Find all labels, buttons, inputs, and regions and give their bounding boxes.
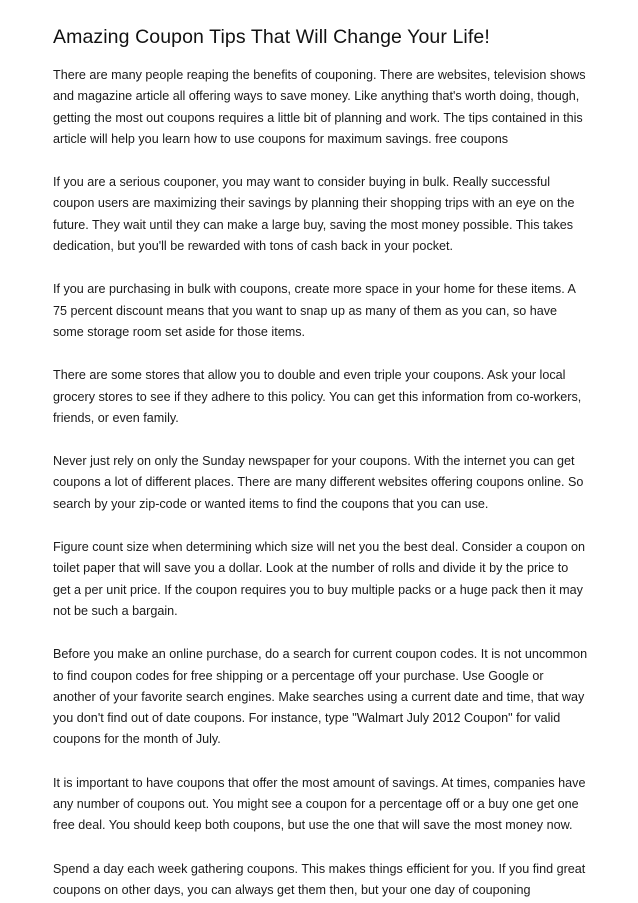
paragraph-intro: There are many people reaping the benefits of couponing. There are websites, television shows and magazine article all offering ways to save money. Like anything that's worth doing, though, getting the most out coupons requires a little bit of planning and work. The tips contained in this article will help you learn how to use coupons for maximum savings. free coupons	[53, 68, 586, 146]
document-title: Amazing Coupon Tips That Will Change Your Life!	[53, 26, 490, 48]
paragraph-gathering-day: Spend a day each week gathering coupons. This makes things efficient for you. If you find great coupons on other days, you can always get them then, but your one day of couponing	[53, 861, 586, 897]
paragraph-bulk-buying: If you are a serious couponer, you may want to consider buying in bulk. Really successful coupon users are maximizing their savings by planning their shopping trips with an eye on the future. They wait until they can make a large buy, saving the most money possible. This takes dedication, but you'll be rewarded with tons of cash back in your pocket.	[53, 175, 575, 254]
paragraph-count-size: Figure count size when determining which size will net you the best deal. Consider a coupon on toilet paper that will save you a dollar. Look at the number of rolls and divide it by the price to get a per unit price. If the coupon requires you to buy multiple packs or a huge pack then it may not be such a bargain.	[53, 540, 586, 618]
paragraph-coupon-codes: Before you make an online purchase, do a search for current coupon codes. It is not uncommon to find coupon codes for free shipping or a percentage off your purchase. Use Google or another of your favorite search engines. Make searches using a current date and time, that way you don't find out of date coupons. For instance, type "Walmart July 2012 Coupon" for valid coupons for the month of July.	[53, 647, 588, 747]
paragraph-double-coupons: There are some stores that allow you to double and even triple your coupons. Ask your local grocery stores to see if they adhere to this policy. You can get this information from co-workers, friends, or even family.	[53, 368, 582, 425]
paragraph-storage-space: If you are purchasing in bulk with coupons, create more space in your home for these items. A 75 percent discount means that you want to snap up as many of them as you can, so have some storage room set aside for those items.	[53, 282, 576, 339]
paragraph-sunday-newspaper: Never just rely on only the Sunday newspaper for your coupons. With the internet you can get coupons a lot of different places. There are many different websites offering coupons online. So search by your zip-code or wanted items to find the coupons that you can use.	[53, 454, 584, 511]
document-page	[53, 24, 588, 901]
paragraph-most-savings: It is important to have coupons that offer the most amount of savings. At times, companies have any number of coupons out. You might see a coupon for a percentage off or a buy one get one free deal. You should keep both coupons, but use the one that will save the most money now.	[53, 775, 586, 833]
